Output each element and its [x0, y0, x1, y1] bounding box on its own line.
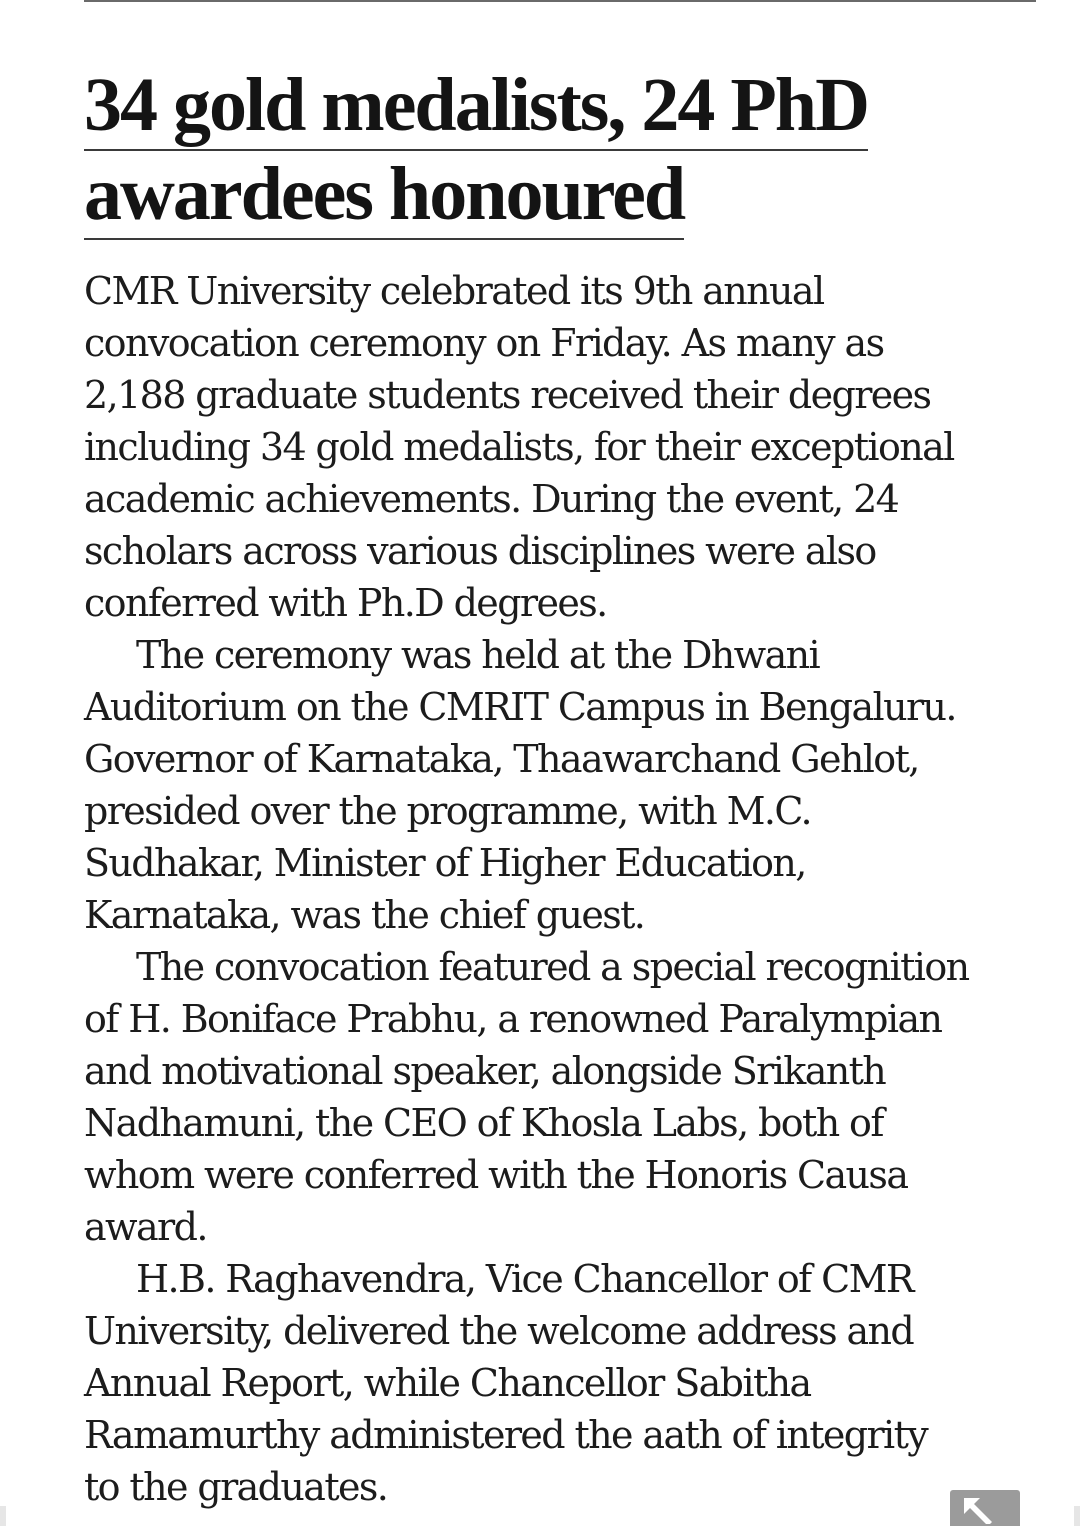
body-line: of H. Boniface Prabhu, a renowned Paralympian	[84, 997, 942, 1041]
body-line: Nadhamuni, the CEO of Khosla Labs, both of	[84, 1101, 883, 1145]
body-line: The ceremony was held at the Dhwani	[136, 633, 820, 677]
body-line: The convocation featured a special recognition	[136, 945, 969, 989]
left-edge-mark	[0, 1506, 6, 1526]
expand-button[interactable]	[950, 1490, 1020, 1526]
body-line: Governor of Karnataka, Thaawarchand Gehlot,	[84, 737, 919, 781]
arrow-up-left-icon	[958, 1494, 1010, 1524]
body-line: conferred with Ph.D degrees.	[84, 581, 607, 625]
body-line: Sudhakar, Minister of Higher Education,	[84, 841, 806, 885]
body-line: Annual Report, while Chancellor Sabitha	[84, 1361, 811, 1405]
body-line: 2,188 graduate students received their degrees	[84, 373, 931, 417]
body-line: University, delivered the welcome address and	[84, 1309, 914, 1353]
body-line: whom were conferred with the Honoris Causa	[84, 1153, 908, 1197]
headline-line-2: awardees honoured	[84, 151, 684, 240]
body-line: including 34 gold medalists, for their exceptional	[84, 425, 954, 469]
headline	[84, 62, 868, 240]
body-line: academic achievements. During the event, 24	[84, 477, 899, 521]
body-line: Ramamurthy administered the aath of integrity	[84, 1413, 928, 1457]
body-line: CMR University celebrated its 9th annual	[84, 269, 824, 313]
body-line: presided over the programme, with M.C.	[84, 789, 811, 833]
body-line: Karnataka, was the chief guest.	[84, 893, 645, 937]
body-line: Auditorium on the CMRIT Campus in Bengaluru.	[84, 685, 956, 729]
body-line: scholars across various disciplines were also	[84, 529, 876, 573]
body-line: to the graduates.	[84, 1465, 388, 1509]
top-rule	[84, 0, 1036, 2]
body-line: convocation ceremony on Friday. As many as	[84, 321, 884, 365]
headline-line-1: 34 gold medalists, 24 PhD	[84, 62, 868, 151]
body-line: H.B. Raghavendra, Vice Chancellor of CMR	[136, 1257, 913, 1301]
article-body	[84, 265, 1044, 1513]
body-line: and motivational speaker, alongside Srikanth	[84, 1049, 886, 1093]
body-line: award.	[84, 1205, 207, 1249]
right-edge-mark	[1074, 1506, 1080, 1526]
